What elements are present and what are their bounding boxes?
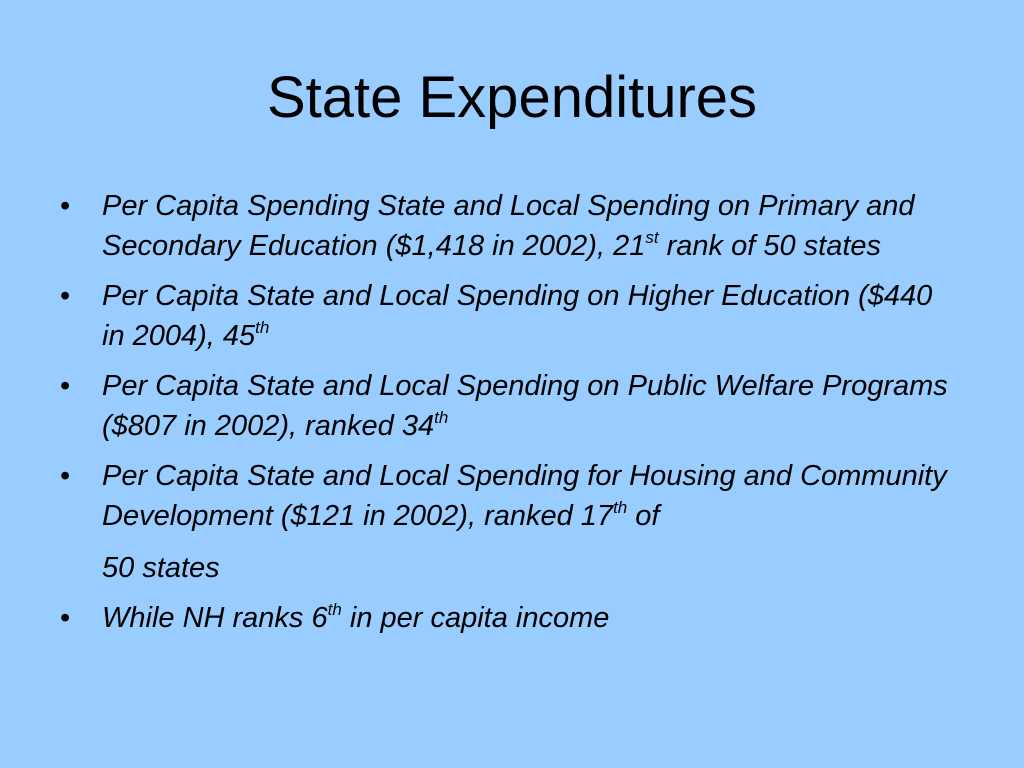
ordinal-suffix: th <box>255 318 270 337</box>
bullet-text <box>102 370 948 442</box>
bullet-item <box>60 598 960 638</box>
ordinal-suffix: th <box>613 498 628 517</box>
bullet-text-main: Per Capita State and Local Spending on Higher Education ($440 in 2004), 45 <box>102 280 933 352</box>
bullet-text-main: Per Capita State and Local Spending on Public Welfare Programs ($807 in 2002), ranked 34 <box>102 370 948 442</box>
bullet-text-main: While NH ranks 6 <box>102 602 328 634</box>
ordinal-suffix: th <box>327 600 342 619</box>
bullet-text-rest: rank of 50 states <box>658 230 882 262</box>
bullet-list <box>60 186 960 648</box>
ordinal-suffix: st <box>645 228 659 247</box>
bullet-dot: • <box>60 190 71 222</box>
bullet-item <box>60 276 960 356</box>
bullet-item <box>60 186 960 266</box>
bullet-text-rest: in per capita income <box>341 602 610 634</box>
bullet-dot: • <box>60 370 71 402</box>
bullet-item <box>60 456 960 588</box>
bullet-text <box>102 280 932 352</box>
ordinal-suffix: th <box>434 408 449 427</box>
bullet-text-tail: 50 states <box>102 552 220 584</box>
bullet-item <box>60 366 960 446</box>
bullet-text-rest: of <box>627 500 660 532</box>
bullet-dot: • <box>60 602 71 634</box>
bullet-dot: • <box>60 460 71 492</box>
bullet-dot: • <box>60 280 71 312</box>
bullet-text-main: Per Capita Spending State and Local Spending on Primary and Secondary Education ($1,418 in 2002), 21 <box>102 190 915 262</box>
slide-title: State Expenditures <box>266 65 758 130</box>
bullet-text <box>102 460 960 588</box>
bullet-text <box>102 190 915 262</box>
bullet-text <box>102 602 609 634</box>
bullet-text-main: Per Capita State and Local Spending for Housing and Community Development ($121 in 2002), ranked 17 <box>102 460 947 532</box>
